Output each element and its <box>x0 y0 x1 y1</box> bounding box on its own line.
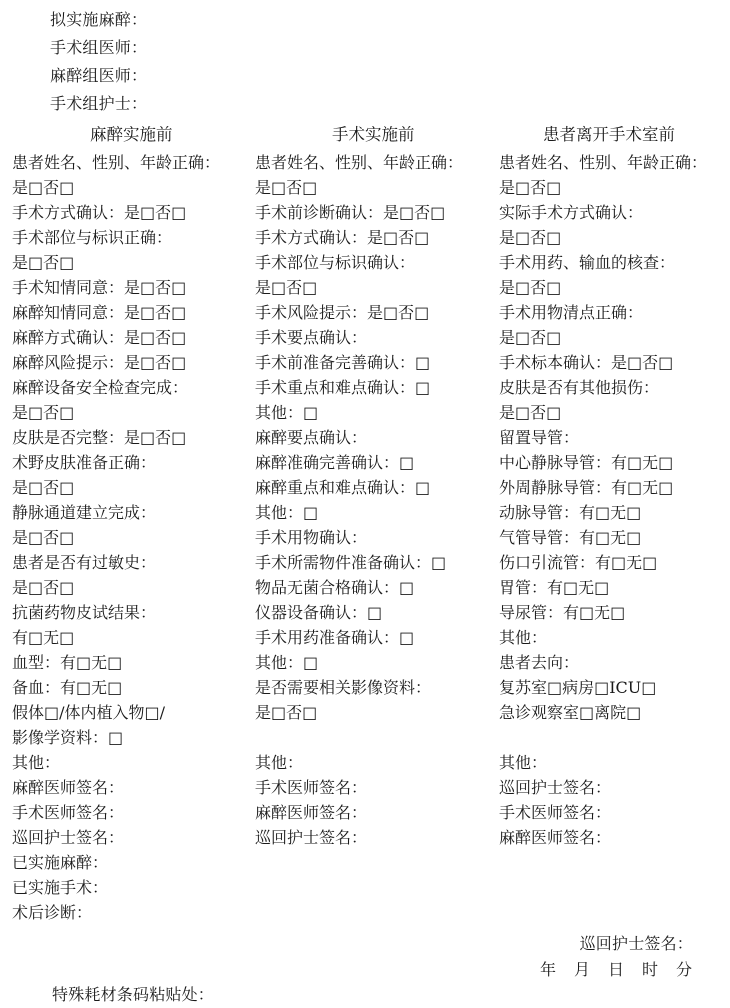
checklist-item: 手术重点和难点确认：□ <box>255 378 431 397</box>
checklist-item: 其他： <box>499 753 548 772</box>
checklist-item: 是□否□ <box>255 278 318 297</box>
checklist-item: 手术部位与标识确认： <box>255 253 416 272</box>
checklist-item: 手术方式确认：是□否□ <box>12 203 187 222</box>
checklist-item: 手术用药、输血的核查： <box>499 253 676 272</box>
signature-line: 麻醉医师签名： <box>12 778 125 797</box>
checklist-item: 是□否□ <box>12 478 75 497</box>
checklist-item: 是□否□ <box>499 403 562 422</box>
checklist-item: 手术前准备完善确认：□ <box>255 353 431 372</box>
checklist-item: 患者姓名、性别、年龄正确： <box>499 153 708 172</box>
planned-anesthesia-label: 拟实施麻醉： <box>50 10 148 29</box>
checklist-item: 患者姓名、性别、年龄正确： <box>12 153 221 172</box>
signature-line: 手术医师签名： <box>255 778 368 797</box>
header-before-anesthesia: 麻醉实施前 <box>90 125 173 144</box>
checklist-item: 手术所需物件准备确认：□ <box>255 553 447 572</box>
checklist-item: 备血：有□无□ <box>12 678 123 697</box>
checklist-item: 手术用药准备确认：□ <box>255 628 415 647</box>
blank-row <box>499 727 707 752</box>
checklist-item: 是否需要相关影像资料： <box>255 678 432 697</box>
checklist-item: 患者姓名、性别、年龄正确： <box>255 153 464 172</box>
checklist-item: 手术方式确认：是□否□ <box>255 228 430 247</box>
checklist-item: 是□否□ <box>499 178 562 197</box>
checklist-item: 手术风险提示：是□否□ <box>255 303 430 322</box>
signature-line: 手术医师签名： <box>12 803 125 822</box>
checklist-item: 其他：□ <box>255 403 319 422</box>
signature-line: 手术医师签名： <box>499 803 612 822</box>
checklist-item: 影像学资料：□ <box>12 728 124 747</box>
checklist-item: 其他：□ <box>255 503 319 522</box>
checklist-item: 是□否□ <box>12 178 75 197</box>
checklist-item: 手术部位与标识正确： <box>12 228 173 247</box>
checklist-item: 麻醉设备安全检查完成： <box>12 378 189 397</box>
checklist-item: 仪器设备确认：□ <box>255 603 383 622</box>
signature-line: 巡回护士签名： <box>12 828 125 847</box>
signature-line: 巡回护士签名： <box>255 828 368 847</box>
checklist-item: 是□否□ <box>499 328 562 347</box>
checklist-item: 其他： <box>12 753 61 772</box>
checklist-item: 手术标本确认：是□否□ <box>499 353 674 372</box>
checklist-item: 是□否□ <box>255 178 318 197</box>
checklist-item: 其他：□ <box>255 653 319 672</box>
checklist-item: 胃管：有□无□ <box>499 578 610 597</box>
header-before-leaving: 患者离开手术室前 <box>543 125 675 144</box>
checklist-item: 患者去向： <box>499 653 580 672</box>
checklist-item: 术后诊断： <box>12 903 93 922</box>
checklist-item: 患者是否有过敏史： <box>12 553 157 572</box>
blank-row <box>255 727 463 752</box>
checklist-item: 留置导管： <box>499 428 580 447</box>
checklist-item: 麻醉重点和难点确认：□ <box>255 478 431 497</box>
checklist-item: 已实施手术： <box>12 878 109 897</box>
checklist-item: 中心静脉导管：有□无□ <box>499 453 674 472</box>
signature-line: 麻醉医师签名： <box>255 803 368 822</box>
checklist-item: 物品无菌合格确认：□ <box>255 578 415 597</box>
checklist-item: 气管导管：有□无□ <box>499 528 642 547</box>
checklist-item: 假体□/体内植入物□/ <box>12 703 166 722</box>
surgical-team-label: 手术组医师： <box>50 38 148 57</box>
nursing-team-label: 手术组护士： <box>50 94 148 113</box>
checklist-item: 手术前诊断确认：是□否□ <box>255 203 446 222</box>
checklist-item: 血型：有□无□ <box>12 653 123 672</box>
checklist-item: 其他： <box>499 628 548 647</box>
checklist-item: 手术用物确认： <box>255 528 368 547</box>
checklist-item: 导尿管：有□无□ <box>499 603 626 622</box>
checklist-item: 其他： <box>255 753 304 772</box>
footer-nurse-signature: 巡回护士签名： <box>579 934 693 953</box>
checklist-item: 是□否□ <box>12 578 75 597</box>
checklist-item: 是□否□ <box>12 528 75 547</box>
column-before-anesthesia <box>12 152 220 927</box>
checklist-item: 已实施麻醉： <box>12 853 109 872</box>
barcode-area-label: 特殊耗材条码粘贴处： <box>52 985 215 1004</box>
checklist-item: 麻醉要点确认： <box>255 428 368 447</box>
checklist-item: 手术知情同意：是□否□ <box>12 278 187 297</box>
anesthesia-team-label: 麻醉组医师： <box>50 66 148 85</box>
signature-line: 巡回护士签名： <box>499 778 612 797</box>
footer-date-line: 年 月 日 时 分 <box>539 960 693 979</box>
checklist-item: 麻醉知情同意：是□否□ <box>12 303 187 322</box>
checklist-item: 是□否□ <box>499 278 562 297</box>
checklist-item: 是□否□ <box>255 703 318 722</box>
checklist-item: 麻醉准确完善确认：□ <box>255 453 415 472</box>
checklist-item: 是□否□ <box>499 228 562 247</box>
checklist-item: 动脉导管：有□无□ <box>499 503 642 522</box>
checklist-item: 静脉通道建立完成： <box>12 503 157 522</box>
checklist-item: 急诊观察室□离院□ <box>499 703 642 722</box>
checklist-item: 抗菌药物皮试结果： <box>12 603 157 622</box>
checklist-item: 皮肤是否有其他损伤： <box>499 378 660 397</box>
signature-line: 麻醉医师签名： <box>499 828 612 847</box>
checklist-item: 术野皮肤准备正确： <box>12 453 157 472</box>
checklist-item: 是□否□ <box>12 253 75 272</box>
checklist-item: 伤口引流管：有□无□ <box>499 553 658 572</box>
checklist-item: 有□无□ <box>12 628 75 647</box>
checklist-item: 实际手术方式确认： <box>499 203 644 222</box>
column-before-surgery <box>255 152 463 852</box>
column-before-leaving <box>499 152 707 852</box>
checklist-item: 是□否□ <box>12 403 75 422</box>
checklist-item: 复苏室□病房□ICU□ <box>499 678 657 697</box>
checklist-item: 麻醉方式确认：是□否□ <box>12 328 187 347</box>
header-before-surgery: 手术实施前 <box>332 125 415 144</box>
checklist-item: 手术用物清点正确： <box>499 303 644 322</box>
checklist-item: 外周静脉导管：有□无□ <box>499 478 674 497</box>
checklist-item: 手术要点确认： <box>255 328 368 347</box>
checklist-item: 麻醉风险提示：是□否□ <box>12 353 187 372</box>
checklist-item: 皮肤是否完整：是□否□ <box>12 428 187 447</box>
